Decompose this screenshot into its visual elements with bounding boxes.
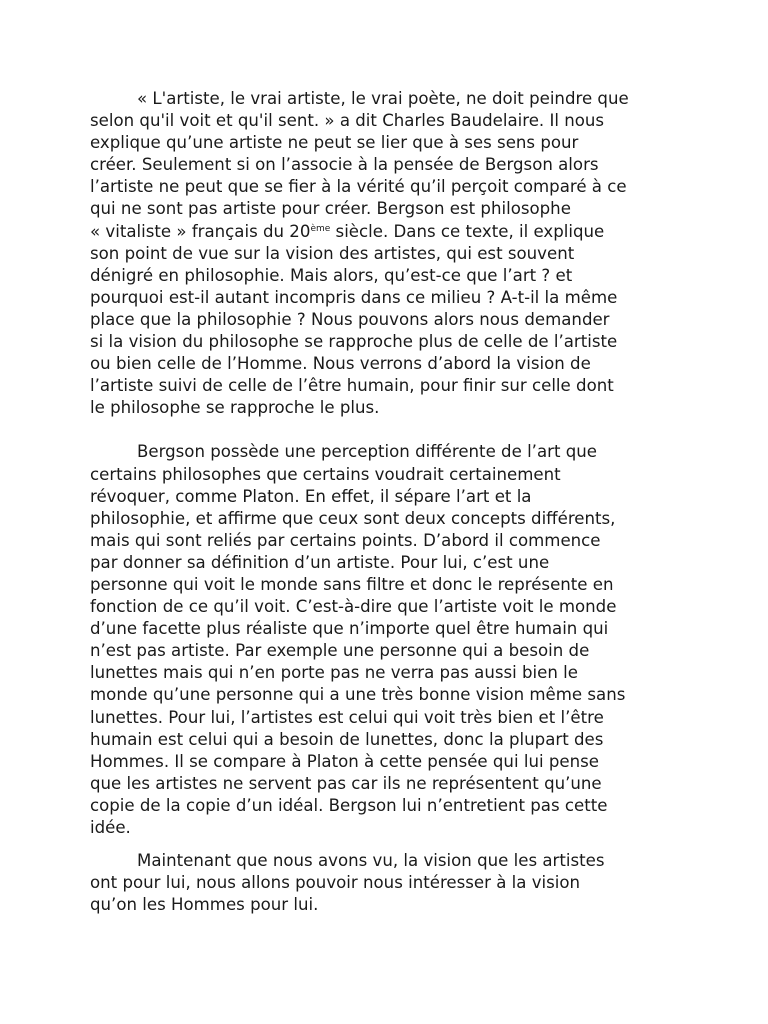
text-line: personne qui voit le monde sans filtre et donc le représente en — [90, 574, 614, 594]
text-line: ont pour lui, nous allons pouvoir nous intéresser à la vision — [90, 873, 581, 893]
text-line: Maintenant que nous avons vu, la vision que les artistes — [137, 851, 605, 871]
paragraph-introduction — [90, 88, 682, 419]
paragraph-development — [90, 441, 682, 839]
text-line: qui ne sont pas artiste pour créer. Bergson est philosophe — [90, 199, 571, 219]
text-line: mais qui sont reliés par certains points. D’abord il commence — [90, 530, 601, 550]
text-line: n’est pas artiste. Par exemple une personne qui a besoin de — [90, 641, 590, 661]
text-line: créer. Seulement si on l’associe à la pensée de Bergson alors — [90, 155, 599, 175]
superscript-ordinal: ème — [310, 223, 331, 234]
text-line: l’artiste suivi de celle de l’être humain, pour finir sur celle dont — [90, 376, 614, 396]
text-line: que les artistes ne servent pas car ils ne représentent qu’une — [90, 773, 602, 793]
text-line-with-superscript — [90, 221, 682, 243]
text-line: d’une facette plus réaliste que n’importe quel être humain qui — [90, 619, 609, 639]
text-line: lunettes mais qui n’en porte pas ne verra pas aussi bien le — [90, 663, 578, 683]
text-line: Bergson possède une perception différente de l’art que — [137, 442, 597, 462]
text-line: place que la philosophie ? Nous pouvons alors nous demander — [90, 309, 610, 329]
text-line: par donner sa définition d’un artiste. Pour lui, c’est une — [90, 552, 550, 572]
text-line: Hommes. Il se compare à Platon à cette pensée qui lui pense — [90, 751, 599, 771]
text-line: copie de la copie d’un idéal. Bergson lui n’entretient pas cette — [90, 795, 608, 815]
text-line: « L'artiste, le vrai artiste, le vrai poète, ne doit peindre que — [137, 89, 629, 108]
text-segment: siècle. Dans ce texte, il explique — [330, 221, 605, 241]
text-line: le philosophe se rapproche le plus. — [90, 398, 380, 418]
text-line: si la vision du philosophe se rapproche plus de celle de l’artiste — [90, 332, 618, 352]
text-line: monde qu’une personne qui a une très bonne vision même sans — [90, 685, 626, 705]
text-line: dénigré en philosophie. Mais alors, qu’est-ce que l’art ? et — [90, 265, 573, 285]
text-line: certains philosophes que certains voudrait certainement — [90, 464, 561, 484]
text-segment: « vitaliste » français du 20 — [90, 221, 311, 241]
text-line: ou bien celle de l’Homme. Nous verrons d’abord la vision de — [90, 354, 591, 374]
document-page — [90, 88, 682, 916]
text-line: l’artiste ne peut que se fier à la vérité qu’il perçoit comparé à ce — [90, 177, 627, 197]
text-line: fonction de ce qu’il voit. C’est-à-dire que l’artiste voit le monde — [90, 597, 617, 617]
text-line: philosophie, et affirme que ceux sont deux concepts différents, — [90, 508, 616, 528]
text-line: humain est celui qui a besoin de lunettes, donc la plupart des — [90, 729, 604, 749]
text-line: idée. — [90, 818, 131, 837]
text-line: selon qu'il voit et qu'il sent. » a dit Charles Baudelaire. Il nous — [90, 111, 605, 131]
text-line: révoquer, comme Platon. En effet, il sépare l’art et la — [90, 486, 532, 506]
paragraph-transition — [90, 850, 682, 916]
text-line: lunettes. Pour lui, l’artistes est celui qui voit très bien et l’être — [90, 707, 604, 727]
text-line: explique qu’une artiste ne peut se lier que à ses sens pour — [90, 133, 579, 153]
text-line: pourquoi est-il autant incompris dans ce milieu ? A-t-il la même — [90, 287, 618, 307]
text-line: qu’on les Hommes pour lui. — [90, 895, 319, 915]
text-line: son point de vue sur la vision des artistes, qui est souvent — [90, 243, 575, 263]
